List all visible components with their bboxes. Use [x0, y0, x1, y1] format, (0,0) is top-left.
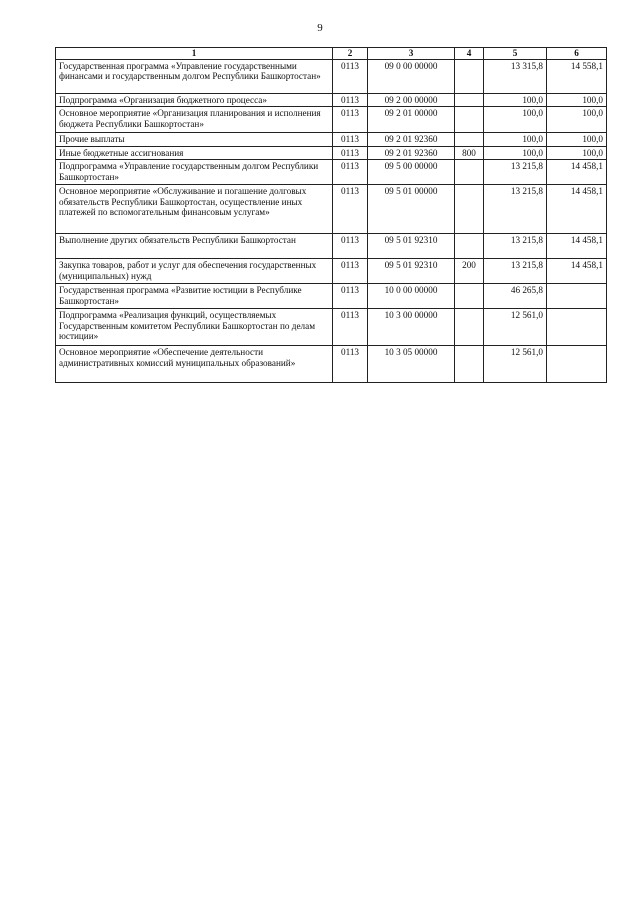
amount-col6: 14 458,1	[547, 259, 607, 284]
amount-col5: 100,0	[484, 107, 547, 133]
page-number: 9	[317, 22, 323, 34]
amount-col5: 12 561,0	[484, 346, 547, 383]
expense-type-code: 200	[455, 259, 484, 284]
target-article-code: 09 5 01 92310	[368, 259, 455, 284]
section-code: 0113	[333, 185, 368, 234]
target-article-code: 09 2 00 00000	[368, 94, 455, 107]
amount-col6: 100,0	[547, 94, 607, 107]
table-row	[56, 284, 607, 309]
section-code: 0113	[333, 309, 368, 346]
amount-col6: 100,0	[547, 107, 607, 133]
section-code: 0113	[333, 346, 368, 383]
row-name: Выполнение других обязательств Республики Башкортостан	[56, 234, 333, 259]
target-article-code: 09 5 01 00000	[368, 185, 455, 234]
expense-type-code	[455, 107, 484, 133]
row-name: Основное мероприятие «Организация планирования и исполнения бюджета Республики Башкортостан»	[56, 107, 333, 133]
target-article-code: 09 2 01 92360	[368, 133, 455, 146]
amount-col5: 13 215,8	[484, 160, 547, 185]
amount-col6: 14 458,1	[547, 234, 607, 259]
target-article-code: 10 0 00 00000	[368, 284, 455, 309]
amount-col6	[547, 309, 607, 346]
row-name: Прочие выплаты	[56, 133, 333, 146]
column-header-4: 4	[455, 48, 484, 60]
row-name: Основное мероприятие «Обеспечение деятельности административных комиссий муниципальных образований»	[56, 346, 333, 383]
table-row	[56, 133, 607, 146]
target-article-code: 09 0 00 00000	[368, 60, 455, 94]
section-code: 0113	[333, 146, 368, 159]
amount-col5: 46 265,8	[484, 284, 547, 309]
row-name: Государственная программа «Управление государственными финансами и государственным долгом Республики Башкортостан»	[56, 60, 333, 94]
column-header-2: 2	[333, 48, 368, 60]
expense-type-code	[455, 309, 484, 346]
expense-type-code: 800	[455, 146, 484, 159]
amount-col6: 100,0	[547, 146, 607, 159]
section-code: 0113	[333, 284, 368, 309]
column-header-1: 1	[56, 48, 333, 60]
row-name: Подпрограмма «Организация бюджетного процесса»	[56, 94, 333, 107]
section-code: 0113	[333, 133, 368, 146]
amount-col5: 100,0	[484, 146, 547, 159]
row-name: Государственная программа «Развитие юстиции в Республике Башкортостан»	[56, 284, 333, 309]
target-article-code: 09 2 01 00000	[368, 107, 455, 133]
amount-col6: 14 558,1	[547, 60, 607, 94]
row-name: Основное мероприятие «Обслуживание и погашение долговых обязательств Республики Башкортостан, осуществление иных платежей по вспомогательным финансовым услугам»	[56, 185, 333, 234]
section-code: 0113	[333, 60, 368, 94]
target-article-code: 09 5 00 00000	[368, 160, 455, 185]
section-code: 0113	[333, 94, 368, 107]
table-row	[56, 107, 607, 133]
amount-col5: 100,0	[484, 133, 547, 146]
row-name: Иные бюджетные ассигнования	[56, 146, 333, 159]
row-name: Закупка товаров, работ и услуг для обеспечения государственных (муниципальных) нужд	[56, 259, 333, 284]
amount-col5: 12 561,0	[484, 309, 547, 346]
budget-table	[55, 47, 607, 383]
section-code: 0113	[333, 259, 368, 284]
amount-col5: 13 215,8	[484, 234, 547, 259]
table-row	[56, 185, 607, 234]
section-code: 0113	[333, 107, 368, 133]
amount-col6	[547, 346, 607, 383]
amount-col6: 14 458,1	[547, 160, 607, 185]
row-name: Подпрограмма «Реализация функций, осуществляемых Государственным комитетом Республики Башкортостан по делам юстиции»	[56, 309, 333, 346]
section-code: 0113	[333, 234, 368, 259]
target-article-code: 09 5 01 92310	[368, 234, 455, 259]
amount-col6: 100,0	[547, 133, 607, 146]
expense-type-code	[455, 346, 484, 383]
section-code: 0113	[333, 160, 368, 185]
column-header-3: 3	[368, 48, 455, 60]
expense-type-code	[455, 133, 484, 146]
row-name: Подпрограмма «Управление государственным долгом Республики Башкортостан»	[56, 160, 333, 185]
amount-col5: 13 215,8	[484, 259, 547, 284]
column-header-6: 6	[547, 48, 607, 60]
target-article-code: 09 2 01 92360	[368, 146, 455, 159]
table-row	[56, 309, 607, 346]
amount-col5: 13 215,8	[484, 185, 547, 234]
table-row	[56, 259, 607, 284]
expense-type-code	[455, 160, 484, 185]
target-article-code: 10 3 00 00000	[368, 309, 455, 346]
expense-type-code	[455, 185, 484, 234]
expense-type-code	[455, 284, 484, 309]
table-row	[56, 346, 607, 383]
table-row	[56, 94, 607, 107]
expense-type-code	[455, 234, 484, 259]
amount-col6	[547, 284, 607, 309]
amount-col6: 14 458,1	[547, 185, 607, 234]
expense-type-code	[455, 94, 484, 107]
expense-type-code	[455, 60, 484, 94]
target-article-code: 10 3 05 00000	[368, 346, 455, 383]
amount-col5: 100,0	[484, 94, 547, 107]
column-header-5: 5	[484, 48, 547, 60]
amount-col5: 13 315,8	[484, 60, 547, 94]
table-header-row	[56, 48, 607, 60]
table-row	[56, 160, 607, 185]
table-row	[56, 60, 607, 94]
table-row	[56, 234, 607, 259]
table-row	[56, 146, 607, 159]
